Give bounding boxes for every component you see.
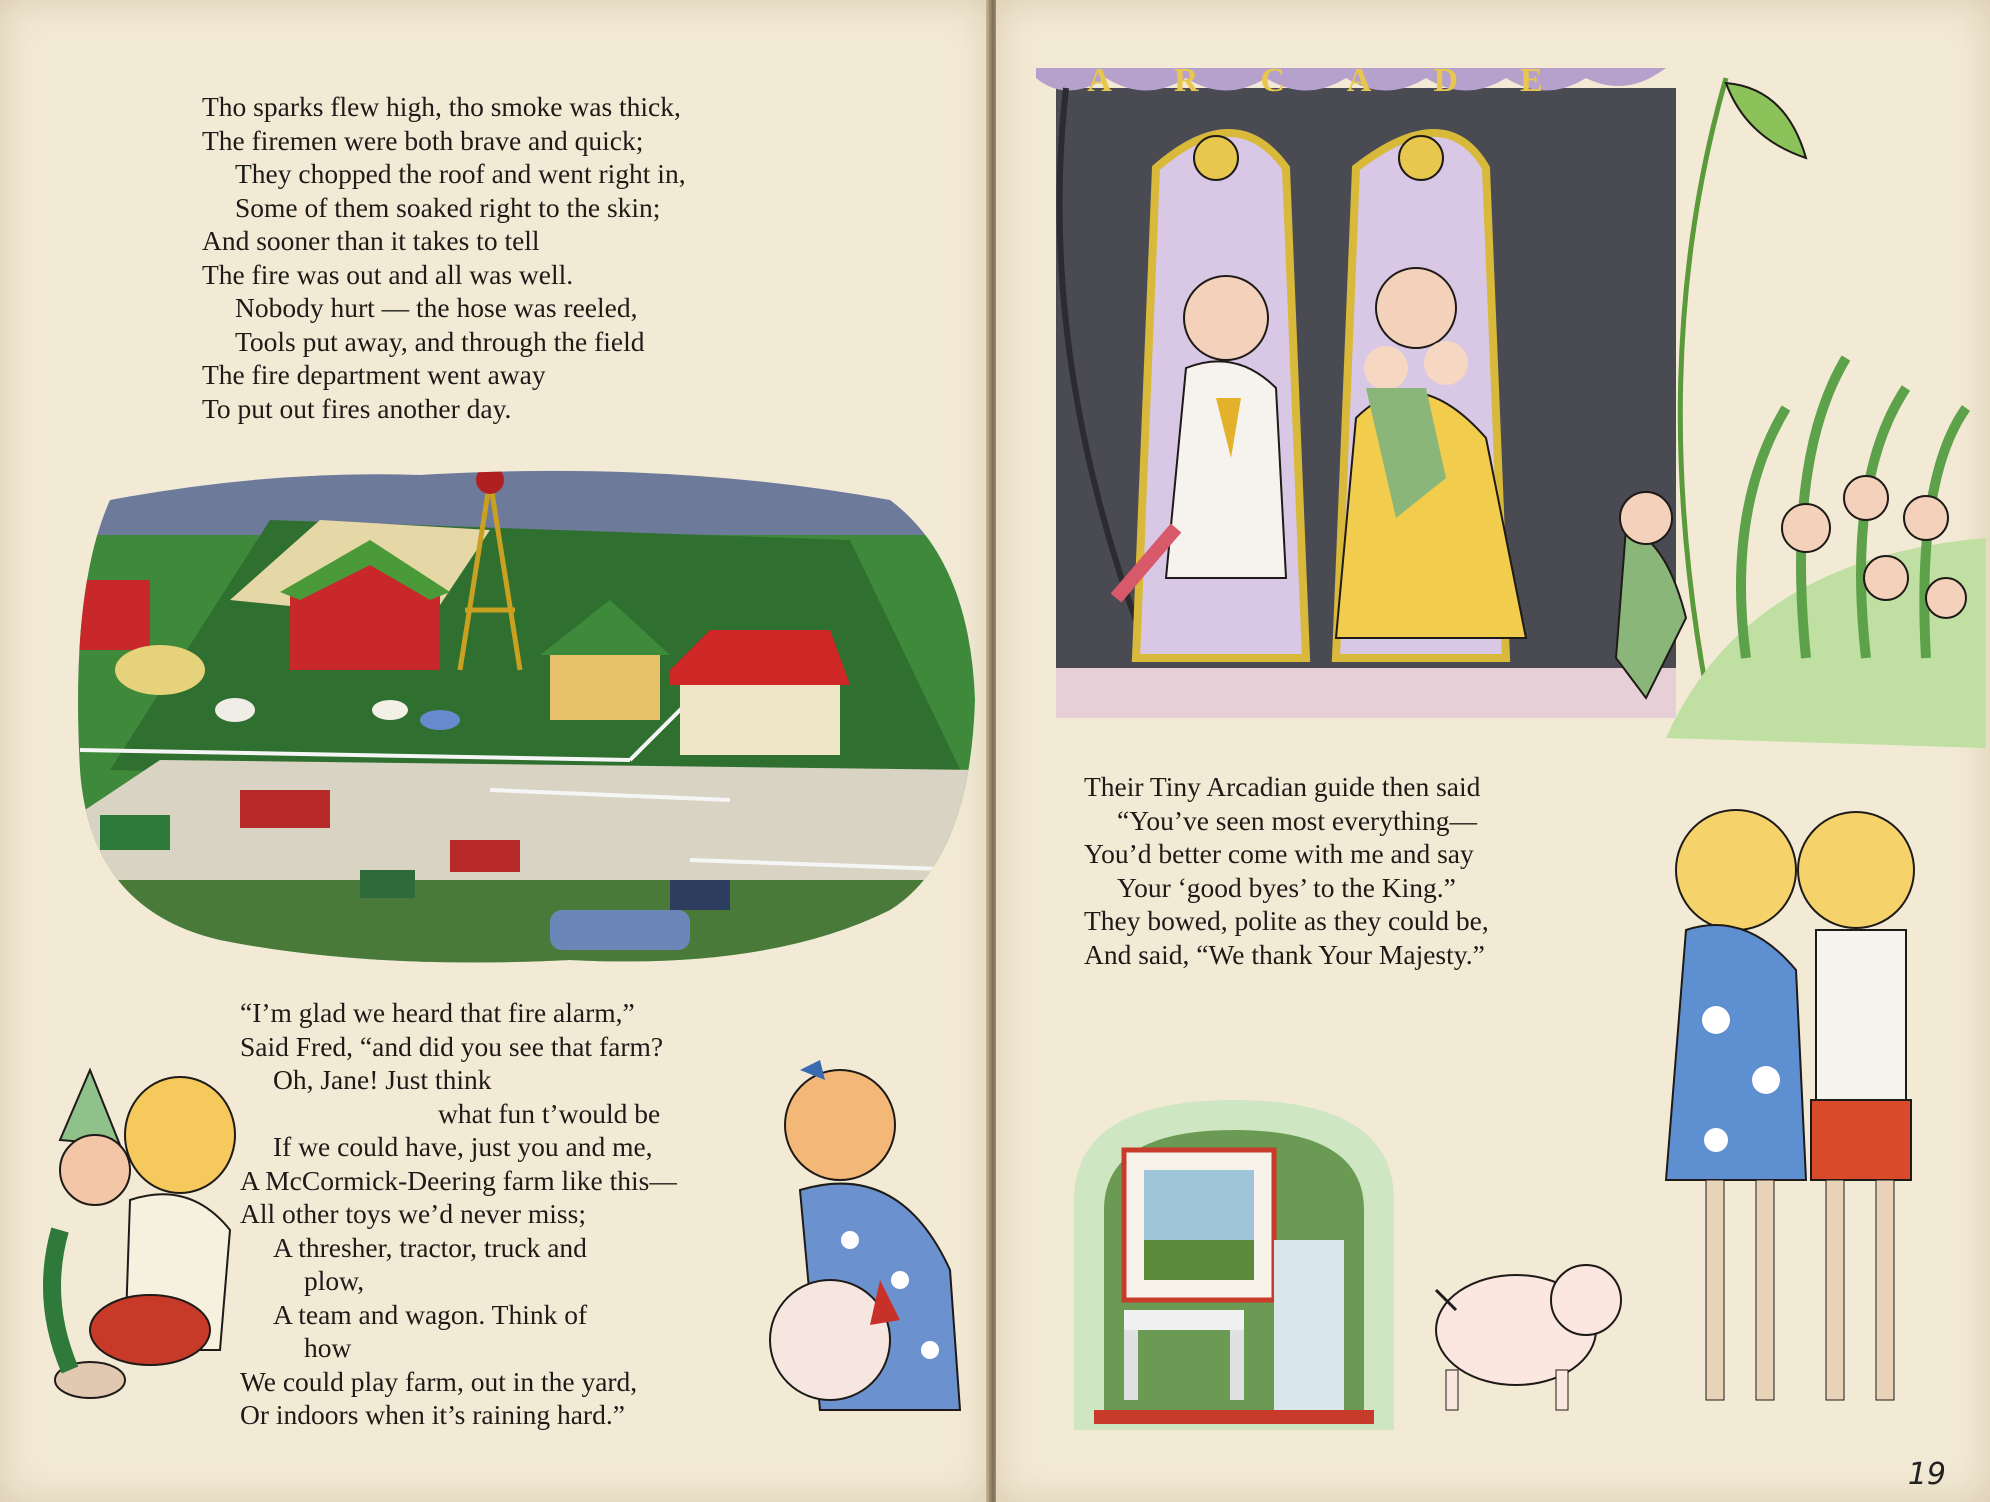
- farm-illustration: [70, 440, 980, 970]
- verse-line: Tools put away, and through the field: [235, 325, 645, 357]
- verse-line: The firemen were both brave and quick;: [202, 124, 644, 156]
- breakfast-nook-illustration: [1064, 1090, 1404, 1430]
- page-number: 19: [1907, 1457, 1946, 1492]
- right-page: [996, 0, 1990, 1502]
- verse-line: They bowed, polite as they could be,: [1084, 905, 1489, 936]
- arcade-banner-text: ARCADE: [1087, 62, 1605, 99]
- verse-line: what fun t’would be: [438, 1097, 661, 1129]
- verse-line: The fire department went away: [202, 359, 546, 390]
- verse-line: how: [304, 1332, 352, 1363]
- verse-line: Your ‘good byes’ to the King.”: [1117, 871, 1456, 903]
- verse-line: Oh, Jane! Just think: [273, 1064, 492, 1095]
- verse-line: Nobody hurt — the hose was reeled,: [235, 292, 638, 323]
- verse-line: All other toys we’d never miss;: [240, 1198, 586, 1229]
- verse-line: Tho sparks flew high, tho smoke was thick,: [202, 91, 681, 122]
- verse-line: “You’ve seen most everything—: [1117, 804, 1477, 836]
- verse-line: A team and wagon. Think of: [273, 1298, 588, 1330]
- left-page: [0, 0, 990, 1502]
- verse-line: And sooner than it takes to tell: [202, 225, 540, 256]
- verse-line: plow,: [304, 1265, 365, 1296]
- verse-line: You’d better come with me and say: [1084, 838, 1474, 869]
- poem-bottom: [240, 996, 677, 1432]
- verse-line: The fire was out and all was well.: [202, 258, 574, 290]
- verse-line: Said Fred, “and did you see that farm?: [240, 1030, 664, 1062]
- verse-line: If we could have, just you and me,: [273, 1131, 653, 1162]
- girl-with-dog-illustration: [760, 1050, 980, 1430]
- throne-room-illustration: [1026, 58, 1986, 748]
- poem-top: [202, 90, 686, 425]
- verse-line: A thresher, tractor, truck and: [273, 1231, 587, 1263]
- elf-and-boy-illustration: [30, 1050, 250, 1410]
- verse-line: They chopped the roof and went right in,: [235, 158, 686, 189]
- verse-line: Or indoors when it’s raining hard.”: [240, 1399, 625, 1430]
- verse-line: Their Tiny Arcadian guide then said: [1084, 771, 1481, 802]
- girl-and-boy-illustration: [1416, 790, 1976, 1440]
- verse-line: We could play farm, out in the yard,: [240, 1365, 638, 1397]
- verse-line: Some of them soaked right to the skin;: [235, 191, 661, 223]
- verse-line: “I’m glad we heard that fire alarm,”: [240, 997, 635, 1028]
- verse-line: To put out fires another day.: [202, 392, 512, 424]
- verse-line: A McCormick-Deering farm like this—: [240, 1164, 677, 1196]
- verse-line: And said, “We thank Your Majesty.”: [1084, 938, 1485, 970]
